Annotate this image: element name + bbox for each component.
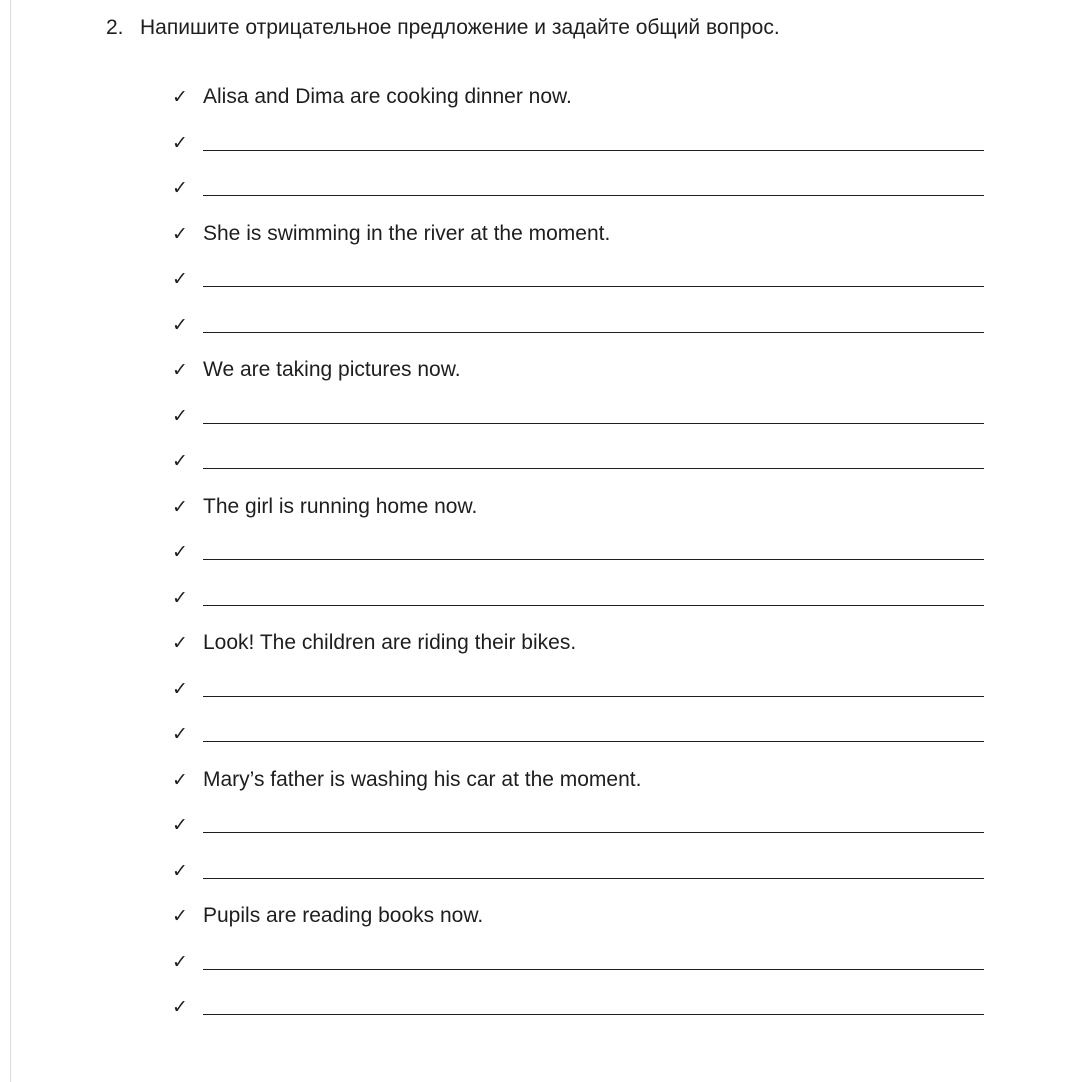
answer-row	[172, 446, 984, 476]
answer-row	[172, 810, 984, 840]
answer-blank-line[interactable]	[203, 1014, 984, 1015]
answer-blank-line[interactable]	[203, 878, 984, 879]
list-item	[172, 82, 984, 112]
answer-row	[172, 947, 984, 977]
answer-blank-line[interactable]	[203, 741, 984, 742]
checkmark-icon: ✓	[172, 996, 188, 1018]
exercise-sentence: We are taking pictures now.	[203, 358, 461, 381]
task-instruction: Напишите отрицательное предложение и задайте общий вопрос.	[140, 16, 780, 39]
answer-blank-line[interactable]	[203, 605, 984, 606]
answer-row	[172, 856, 984, 886]
checkmark-icon: ✓	[172, 404, 188, 427]
answer-row	[172, 264, 984, 294]
answer-row	[172, 583, 984, 613]
list-item	[172, 492, 984, 522]
checkmark-icon: ✓	[172, 814, 188, 836]
answer-row	[172, 128, 984, 158]
answer-blank-line[interactable]	[203, 559, 984, 560]
answer-blank-line[interactable]	[203, 468, 984, 469]
exercise-sentence: Alisa and Dima are cooking dinner now.	[203, 85, 572, 108]
exercise-sentence: She is swimming in the river at the moment.	[203, 221, 611, 245]
checkmark-icon: ✓	[172, 768, 188, 791]
page-edge-divider	[10, 0, 11, 1082]
list-item	[172, 628, 984, 658]
checkmark-icon: ✓	[172, 905, 188, 927]
checkmark-icon: ✓	[172, 359, 188, 381]
list-item	[172, 901, 984, 931]
checkmark-icon: ✓	[172, 495, 188, 518]
list-item	[172, 219, 984, 249]
checkmark-icon: ✓	[172, 586, 188, 609]
exercise-sentence: Mary’s father is washing his car at the moment.	[203, 767, 642, 791]
answer-blank-line[interactable]	[203, 332, 984, 333]
task-heading	[106, 13, 780, 43]
checkmark-icon: ✓	[172, 950, 188, 973]
list-item	[172, 765, 984, 795]
answer-blank-line[interactable]	[203, 423, 984, 424]
answer-blank-line[interactable]	[203, 696, 984, 697]
checkmark-icon: ✓	[172, 86, 188, 108]
answer-row	[172, 310, 984, 340]
answer-row	[172, 719, 984, 749]
task-number: 2.	[106, 16, 124, 39]
answer-blank-line[interactable]	[203, 150, 984, 151]
checkmark-icon: ✓	[172, 677, 188, 700]
list-item	[172, 355, 984, 385]
checkmark-icon: ✓	[172, 859, 188, 882]
checkmark-icon: ✓	[172, 450, 188, 472]
answer-blank-line[interactable]	[203, 832, 984, 833]
answer-row	[172, 992, 984, 1022]
answer-row	[172, 173, 984, 203]
exercise-sentence: Pupils are reading books now.	[203, 904, 484, 927]
checkmark-icon: ✓	[172, 541, 188, 563]
answer-row	[172, 674, 984, 704]
answer-blank-line[interactable]	[203, 195, 984, 196]
checkmark-icon: ✓	[172, 723, 188, 745]
answer-row	[172, 401, 984, 431]
checkmark-icon: ✓	[172, 131, 188, 154]
exercise-sentence: The girl is running home now.	[203, 494, 478, 518]
exercise-sentence: Look! The children are riding their bikes.	[203, 631, 577, 654]
checkmark-icon: ✓	[172, 222, 188, 245]
checkmark-icon: ✓	[172, 177, 188, 199]
checkmark-icon: ✓	[172, 632, 188, 654]
answer-blank-line[interactable]	[203, 969, 984, 970]
checkmark-icon: ✓	[172, 268, 188, 290]
checkmark-icon: ✓	[172, 313, 188, 336]
answer-blank-line[interactable]	[203, 286, 984, 287]
answer-row	[172, 537, 984, 567]
